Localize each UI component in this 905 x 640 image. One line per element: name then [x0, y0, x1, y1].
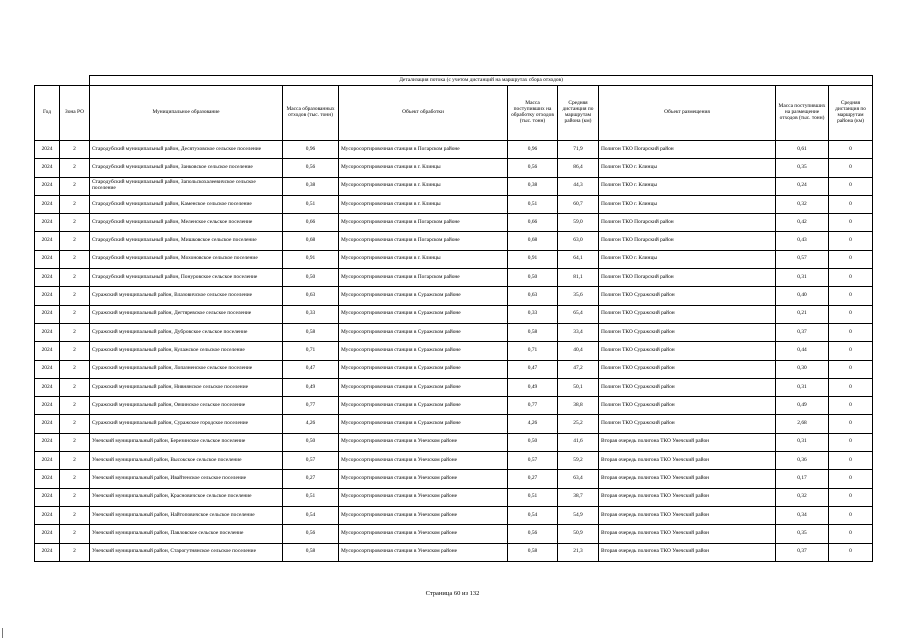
col-distance-processing-cell: 47,2 [558, 360, 599, 378]
col-year-header: Год [35, 86, 60, 141]
col-municipality-cell: Суражский муниципальный район, Влазовичское сельское поселение [90, 287, 283, 305]
table-row [35, 269, 873, 287]
col-mass-generated-cell: 0,50 [283, 269, 339, 287]
col-zone-cell: 2 [60, 415, 90, 433]
table-row [35, 470, 873, 488]
col-mass-generated-cell: 0,49 [283, 378, 339, 396]
col-disposal-facility-cell: Полигон ТКО Погарский район [599, 232, 776, 250]
col-mass-generated-cell: 0,63 [283, 287, 339, 305]
col-distance-processing-cell: 60,7 [558, 195, 599, 213]
col-distance-processing-cell: 38,7 [558, 488, 599, 506]
col-distance-disposal-cell: 0 [829, 232, 873, 250]
col-year-cell: 2024 [35, 232, 60, 250]
col-year-cell: 2024 [35, 525, 60, 543]
col-zone-cell: 2 [60, 250, 90, 268]
col-disposal-facility-cell: Полигон ТКО Суражский район [599, 378, 776, 396]
col-year-cell: 2024 [35, 323, 60, 341]
col-distance-processing-cell: 50,9 [558, 525, 599, 543]
col-processing-facility-header: Объект обработки [339, 86, 508, 141]
col-distance-disposal-cell: 0 [829, 452, 873, 470]
col-municipality-cell: Суражский муниципальный район, Суражское городское поселение [90, 415, 283, 433]
col-disposal-facility-cell: Полигон ТКО Погарский район [599, 214, 776, 232]
col-mass-processed-cell: 0,68 [508, 232, 558, 250]
col-disposal-facility-cell: Вторая очередь полигона ТКО Унечский район [599, 506, 776, 524]
col-zone-cell: 2 [60, 141, 90, 159]
col-municipality-cell: Унечский муниципальный район, Найтоповичское сельское поселение [90, 506, 283, 524]
col-distance-processing-cell: 25,2 [558, 415, 599, 433]
col-mass-disposed-cell: 2,68 [776, 415, 829, 433]
col-zone-cell: 2 [60, 177, 90, 195]
col-mass-processed-cell: 0,91 [508, 250, 558, 268]
col-year-cell: 2024 [35, 543, 60, 561]
col-municipality-cell: Суражский муниципальный район, Дегтяревское сельское поселение [90, 305, 283, 323]
col-year-cell: 2024 [35, 287, 60, 305]
col-municipality-header: Муниципальное образование [90, 86, 283, 141]
col-processing-facility-cell: Мусоросортировочная станция в г. Клинцы [339, 177, 508, 195]
col-distance-disposal-cell: 0 [829, 360, 873, 378]
col-mass-processed-cell: 0,49 [508, 378, 558, 396]
table-row [35, 397, 873, 415]
col-distance-disposal-cell: 0 [829, 250, 873, 268]
col-processing-facility-cell: Мусоросортировочная станция в Погарском районе [339, 269, 508, 287]
col-mass-generated-cell: 0,77 [283, 397, 339, 415]
table-row [35, 141, 873, 159]
col-processing-facility-cell: Мусоросортировочная станция в Суражском районе [339, 397, 508, 415]
col-mass-processed-cell: 0,38 [508, 177, 558, 195]
col-distance-disposal-cell: 0 [829, 525, 873, 543]
col-zone-cell: 2 [60, 269, 90, 287]
col-zone-cell: 2 [60, 195, 90, 213]
col-municipality-cell: Стародубский муниципальный район, Мишковское сельское поселение [90, 232, 283, 250]
col-mass-disposed-cell: 0,31 [776, 378, 829, 396]
col-year-cell: 2024 [35, 470, 60, 488]
col-year-cell: 2024 [35, 378, 60, 396]
col-zone-cell: 2 [60, 342, 90, 360]
col-mass-disposed-header: Масса поступивших на размещение отходов (тыс. тонн) [776, 86, 829, 141]
col-municipality-cell: Стародубский муниципальный район, Меленское сельское поселение [90, 214, 283, 232]
table-row [35, 488, 873, 506]
col-zone-cell: 2 [60, 433, 90, 451]
table-row [35, 378, 873, 396]
col-mass-generated-cell: 0,91 [283, 250, 339, 268]
col-mass-disposed-cell: 0,34 [776, 506, 829, 524]
col-municipality-cell: Стародубский муниципальный район, Занковское сельское поселение [90, 159, 283, 177]
col-zone-cell: 2 [60, 323, 90, 341]
col-municipality-cell: Унечский муниципальный район, Старогутнянское сельское поселение [90, 543, 283, 561]
table-row [35, 415, 873, 433]
table-row [35, 287, 873, 305]
col-municipality-cell: Суражский муниципальный район, Нивнянское сельское поселение [90, 378, 283, 396]
col-distance-disposal-cell: 0 [829, 214, 873, 232]
col-year-cell: 2024 [35, 214, 60, 232]
col-municipality-cell: Стародубский муниципальный район, Мохоновское сельское поселение [90, 250, 283, 268]
col-year-cell: 2024 [35, 488, 60, 506]
table-row [35, 195, 873, 213]
col-year-cell: 2024 [35, 360, 60, 378]
col-mass-disposed-cell: 0,32 [776, 195, 829, 213]
col-zone-cell: 2 [60, 232, 90, 250]
col-mass-disposed-cell: 0,30 [776, 360, 829, 378]
col-year-cell: 2024 [35, 159, 60, 177]
col-mass-processed-cell: 0,33 [508, 305, 558, 323]
table-row [35, 232, 873, 250]
col-mass-generated-cell: 0,54 [283, 506, 339, 524]
col-processing-facility-cell: Мусоросортировочная станция в Унечском районе [339, 525, 508, 543]
col-distance-processing-cell: 41,6 [558, 433, 599, 451]
col-municipality-cell: Суражский муниципальный район, Дубровское сельское поселение [90, 323, 283, 341]
col-mass-processed-cell: 0,63 [508, 287, 558, 305]
table-row [35, 525, 873, 543]
col-municipality-cell: Унечский муниципальный район, Красновичское сельское поселение [90, 488, 283, 506]
col-year-cell: 2024 [35, 433, 60, 451]
col-distance-disposal-cell: 0 [829, 470, 873, 488]
col-mass-generated-cell: 0,58 [283, 323, 339, 341]
col-disposal-facility-cell: Полигон ТКО Суражский район [599, 323, 776, 341]
col-disposal-facility-cell: Вторая очередь полигона ТКО Унечский район [599, 488, 776, 506]
col-mass-generated-cell: 0,27 [283, 470, 339, 488]
col-municipality-cell: Унечский муниципальный район, Ивайтенское сельское поселение [90, 470, 283, 488]
col-distance-disposal-cell: 0 [829, 415, 873, 433]
col-mass-processed-cell: 0,71 [508, 342, 558, 360]
col-mass-generated-header: Масса образованных отходов (тыс. тонн) [283, 86, 339, 141]
col-processing-facility-cell: Мусоросортировочная станция в Погарском районе [339, 232, 508, 250]
col-mass-disposed-cell: 0,24 [776, 177, 829, 195]
col-zone-cell: 2 [60, 525, 90, 543]
col-distance-processing-cell: 59,2 [558, 452, 599, 470]
col-mass-generated-cell: 0,51 [283, 488, 339, 506]
col-mass-disposed-cell: 0,35 [776, 159, 829, 177]
col-mass-disposed-cell: 0,61 [776, 141, 829, 159]
col-distance-processing-cell: 33,4 [558, 323, 599, 341]
col-municipality-cell: Суражский муниципальный район, Кулажское сельское поселение [90, 342, 283, 360]
col-distance-processing-cell: 64,1 [558, 250, 599, 268]
col-disposal-facility-cell: Вторая очередь полигона ТКО Унечский район [599, 433, 776, 451]
col-distance-disposal-cell: 0 [829, 488, 873, 506]
col-distance-disposal-cell: 0 [829, 305, 873, 323]
col-mass-processed-cell: 0,96 [508, 141, 558, 159]
col-processing-facility-cell: Мусоросортировочная станция в Унечском районе [339, 488, 508, 506]
col-year-cell: 2024 [35, 195, 60, 213]
col-distance-processing-cell: 63,0 [558, 232, 599, 250]
col-distance-processing-cell: 71,9 [558, 141, 599, 159]
col-processing-facility-cell: Мусоросортировочная станция в г. Клинцы [339, 250, 508, 268]
col-distance-disposal-header: Средняя дистанция по маршрутам района (км) [829, 86, 873, 141]
col-distance-disposal-cell: 0 [829, 177, 873, 195]
col-zone-cell: 2 [60, 159, 90, 177]
col-distance-processing-cell: 21,3 [558, 543, 599, 561]
col-year-cell: 2024 [35, 506, 60, 524]
col-distance-processing-header: Средняя дистанция по маршрутам района (км) [558, 86, 599, 141]
col-processing-facility-cell: Мусоросортировочная станция в Погарском районе [339, 141, 508, 159]
col-mass-processed-cell: 0,57 [508, 452, 558, 470]
table-header-row [35, 86, 873, 141]
col-year-cell: 2024 [35, 342, 60, 360]
col-mass-disposed-cell: 0,35 [776, 525, 829, 543]
col-mass-generated-cell: 4,26 [283, 415, 339, 433]
col-mass-processed-cell: 0,56 [508, 159, 558, 177]
col-mass-processed-cell: 0,77 [508, 397, 558, 415]
col-processing-facility-cell: Мусоросортировочная станция в Суражском районе [339, 342, 508, 360]
col-distance-disposal-cell: 0 [829, 195, 873, 213]
col-processing-facility-cell: Мусоросортировочная станция в Унечском районе [339, 506, 508, 524]
col-distance-disposal-cell: 0 [829, 397, 873, 415]
col-distance-disposal-cell: 0 [829, 506, 873, 524]
col-zone-cell: 2 [60, 305, 90, 323]
col-mass-generated-cell: 0,66 [283, 214, 339, 232]
col-disposal-facility-cell: Вторая очередь полигона ТКО Унечский район [599, 470, 776, 488]
col-municipality-cell: Стародубский муниципальный район, Десятуховское сельское поселение [90, 141, 283, 159]
col-mass-processed-cell: 0,54 [508, 506, 558, 524]
col-mass-disposed-cell: 0,42 [776, 214, 829, 232]
col-processing-facility-cell: Мусоросортировочная станция в Унечском районе [339, 452, 508, 470]
col-distance-processing-cell: 40,4 [558, 342, 599, 360]
col-year-cell: 2024 [35, 250, 60, 268]
col-mass-disposed-cell: 0,44 [776, 342, 829, 360]
col-municipality-cell: Суражский муниципальный район, Овчинское сельское поселение [90, 397, 283, 415]
col-year-cell: 2024 [35, 177, 60, 195]
col-zone-cell: 2 [60, 506, 90, 524]
col-processing-facility-cell: Мусоросортировочная станция в Суражском районе [339, 360, 508, 378]
col-disposal-facility-cell: Полигон ТКО Суражский район [599, 342, 776, 360]
col-mass-disposed-cell: 0,40 [776, 287, 829, 305]
waste-flow-table [34, 75, 873, 562]
table-row [35, 323, 873, 341]
col-disposal-facility-cell: Вторая очередь полигона ТКО Унечский район [599, 452, 776, 470]
col-mass-disposed-cell: 0,43 [776, 232, 829, 250]
col-zone-cell: 2 [60, 488, 90, 506]
col-processing-facility-cell: Мусоросортировочная станция в г. Клинцы [339, 195, 508, 213]
table-row [35, 506, 873, 524]
col-distance-processing-cell: 59,0 [558, 214, 599, 232]
col-distance-disposal-cell: 0 [829, 378, 873, 396]
col-mass-generated-cell: 0,38 [283, 177, 339, 195]
table-row [35, 177, 873, 195]
col-disposal-facility-cell: Полигон ТКО г. Клинцы [599, 177, 776, 195]
col-mass-generated-cell: 0,50 [283, 433, 339, 451]
col-disposal-facility-cell: Полигон ТКО Суражский район [599, 360, 776, 378]
col-municipality-cell: Унечский муниципальный район, Березинское сельское поселение [90, 433, 283, 451]
col-mass-disposed-cell: 0,49 [776, 397, 829, 415]
col-mass-processed-cell: 0,27 [508, 470, 558, 488]
col-mass-disposed-cell: 0,32 [776, 488, 829, 506]
col-mass-processed-cell: 0,58 [508, 323, 558, 341]
col-zone-cell: 2 [60, 360, 90, 378]
col-mass-disposed-cell: 0,36 [776, 452, 829, 470]
col-disposal-facility-cell: Полигон ТКО Суражский район [599, 287, 776, 305]
table-row [35, 543, 873, 561]
table-row [35, 433, 873, 451]
table-row [35, 214, 873, 232]
col-mass-generated-cell: 0,56 [283, 525, 339, 543]
col-distance-disposal-cell: 0 [829, 287, 873, 305]
col-distance-disposal-cell: 0 [829, 159, 873, 177]
col-processing-facility-cell: Мусоросортировочная станция в Унечском районе [339, 433, 508, 451]
table-row [35, 452, 873, 470]
col-distance-processing-cell: 63,4 [558, 470, 599, 488]
col-mass-generated-cell: 0,96 [283, 141, 339, 159]
col-year-cell: 2024 [35, 269, 60, 287]
col-disposal-facility-cell: Полигон ТКО Суражский район [599, 305, 776, 323]
col-disposal-facility-cell: Полигон ТКО Погарский район [599, 269, 776, 287]
col-disposal-facility-cell: Вторая очередь полигона ТКО Унечский район [599, 543, 776, 561]
col-zone-cell: 2 [60, 214, 90, 232]
col-mass-processed-cell: 0,56 [508, 525, 558, 543]
col-year-cell: 2024 [35, 305, 60, 323]
col-mass-generated-cell: 0,71 [283, 342, 339, 360]
table-row [35, 342, 873, 360]
col-distance-disposal-cell: 0 [829, 543, 873, 561]
col-mass-processed-cell: 0,51 [508, 488, 558, 506]
table-title: Детализация потока (с учетом дистанций на маршрутах сбора отходов) [90, 76, 873, 86]
table-body [35, 141, 873, 562]
col-distance-processing-cell: 44,3 [558, 177, 599, 195]
col-zone-header: Зона РО [60, 86, 90, 141]
col-disposal-facility-cell: Полигон ТКО г. Клинцы [599, 250, 776, 268]
col-zone-cell: 2 [60, 397, 90, 415]
table-row [35, 159, 873, 177]
col-zone-cell: 2 [60, 543, 90, 561]
col-mass-processed-cell: 0,50 [508, 433, 558, 451]
col-mass-processed-cell: 0,66 [508, 214, 558, 232]
col-mass-generated-cell: 0,58 [283, 543, 339, 561]
col-disposal-facility-header: Объект размещения [599, 86, 776, 141]
col-processing-facility-cell: Мусоросортировочная станция в Суражском районе [339, 287, 508, 305]
col-processing-facility-cell: Мусоросортировочная станция в Погарском районе [339, 214, 508, 232]
table-row [35, 360, 873, 378]
col-distance-processing-cell: 81,1 [558, 269, 599, 287]
col-mass-disposed-cell: 0,31 [776, 269, 829, 287]
col-municipality-cell: Стародубский муниципальный район, Запольскохалеевичское сельское поселение [90, 177, 283, 195]
col-zone-cell: 2 [60, 378, 90, 396]
col-disposal-facility-cell: Полигон ТКО г. Клинцы [599, 159, 776, 177]
col-municipality-cell: Унечский муниципальный район, Высокское сельское поселение [90, 452, 283, 470]
col-disposal-facility-cell: Вторая очередь полигона ТКО Унечский район [599, 525, 776, 543]
col-year-cell: 2024 [35, 141, 60, 159]
col-mass-processed-cell: 0,58 [508, 543, 558, 561]
col-mass-disposed-cell: 0,37 [776, 323, 829, 341]
col-distance-processing-cell: 86,4 [558, 159, 599, 177]
col-mass-generated-cell: 0,56 [283, 159, 339, 177]
col-year-cell: 2024 [35, 452, 60, 470]
col-mass-generated-cell: 0,57 [283, 452, 339, 470]
col-disposal-facility-cell: Полигон ТКО Суражский район [599, 397, 776, 415]
table-row [35, 250, 873, 268]
col-processing-facility-cell: Мусоросортировочная станция в Суражском районе [339, 415, 508, 433]
col-mass-disposed-cell: 0,31 [776, 433, 829, 451]
col-processing-facility-cell: Мусоросортировочная станция в Унечском районе [339, 543, 508, 561]
col-zone-cell: 2 [60, 287, 90, 305]
col-disposal-facility-cell: Полигон ТКО Погарский район [599, 141, 776, 159]
scan-edge-mark [2, 628, 3, 638]
col-mass-disposed-cell: 0,57 [776, 250, 829, 268]
col-distance-processing-cell: 38,8 [558, 397, 599, 415]
col-zone-cell: 2 [60, 452, 90, 470]
col-municipality-cell: Унечский муниципальный район, Павловское сельское поселение [90, 525, 283, 543]
col-processing-facility-cell: Мусоросортировочная станция в Суражском районе [339, 305, 508, 323]
col-mass-disposed-cell: 0,21 [776, 305, 829, 323]
col-distance-disposal-cell: 0 [829, 141, 873, 159]
col-mass-generated-cell: 0,47 [283, 360, 339, 378]
col-distance-disposal-cell: 0 [829, 342, 873, 360]
col-zone-cell: 2 [60, 470, 90, 488]
col-mass-generated-cell: 0,51 [283, 195, 339, 213]
col-processing-facility-cell: Мусоросортировочная станция в Унечском районе [339, 470, 508, 488]
table-row [35, 305, 873, 323]
col-municipality-cell: Стародубский муниципальный район, Каменское сельское поселение [90, 195, 283, 213]
page-number: Страница 60 из 132 [425, 590, 480, 597]
col-disposal-facility-cell: Полигон ТКО Суражский район [599, 415, 776, 433]
col-year-cell: 2024 [35, 415, 60, 433]
col-distance-processing-cell: 54,9 [558, 506, 599, 524]
col-mass-processed-cell: 4,26 [508, 415, 558, 433]
col-processing-facility-cell: Мусоросортировочная станция в Суражском районе [339, 378, 508, 396]
document-sheet [34, 75, 872, 562]
col-year-cell: 2024 [35, 397, 60, 415]
col-distance-disposal-cell: 0 [829, 433, 873, 451]
col-mass-generated-cell: 0,68 [283, 232, 339, 250]
col-processing-facility-cell: Мусоросортировочная станция в г. Клинцы [339, 159, 508, 177]
col-municipality-cell: Суражский муниципальный район, Лопазненское сельское поселение [90, 360, 283, 378]
col-mass-processed-cell: 0,51 [508, 195, 558, 213]
col-disposal-facility-cell: Полигон ТКО г. Клинцы [599, 195, 776, 213]
col-distance-disposal-cell: 0 [829, 269, 873, 287]
col-mass-processed-cell: 0,50 [508, 269, 558, 287]
col-municipality-cell: Стародубский муниципальный район, Понуровское сельское поселение [90, 269, 283, 287]
col-mass-disposed-cell: 0,37 [776, 543, 829, 561]
col-distance-processing-cell: 35,6 [558, 287, 599, 305]
col-mass-processed-header: Масса поступивших на обработку отходов (тыс. тонн) [508, 86, 558, 141]
col-processing-facility-cell: Мусоросортировочная станция в Суражском районе [339, 323, 508, 341]
col-mass-disposed-cell: 0,17 [776, 470, 829, 488]
col-distance-disposal-cell: 0 [829, 323, 873, 341]
col-mass-generated-cell: 0,33 [283, 305, 339, 323]
col-mass-processed-cell: 0,47 [508, 360, 558, 378]
col-distance-processing-cell: 50,1 [558, 378, 599, 396]
col-distance-processing-cell: 65,4 [558, 305, 599, 323]
